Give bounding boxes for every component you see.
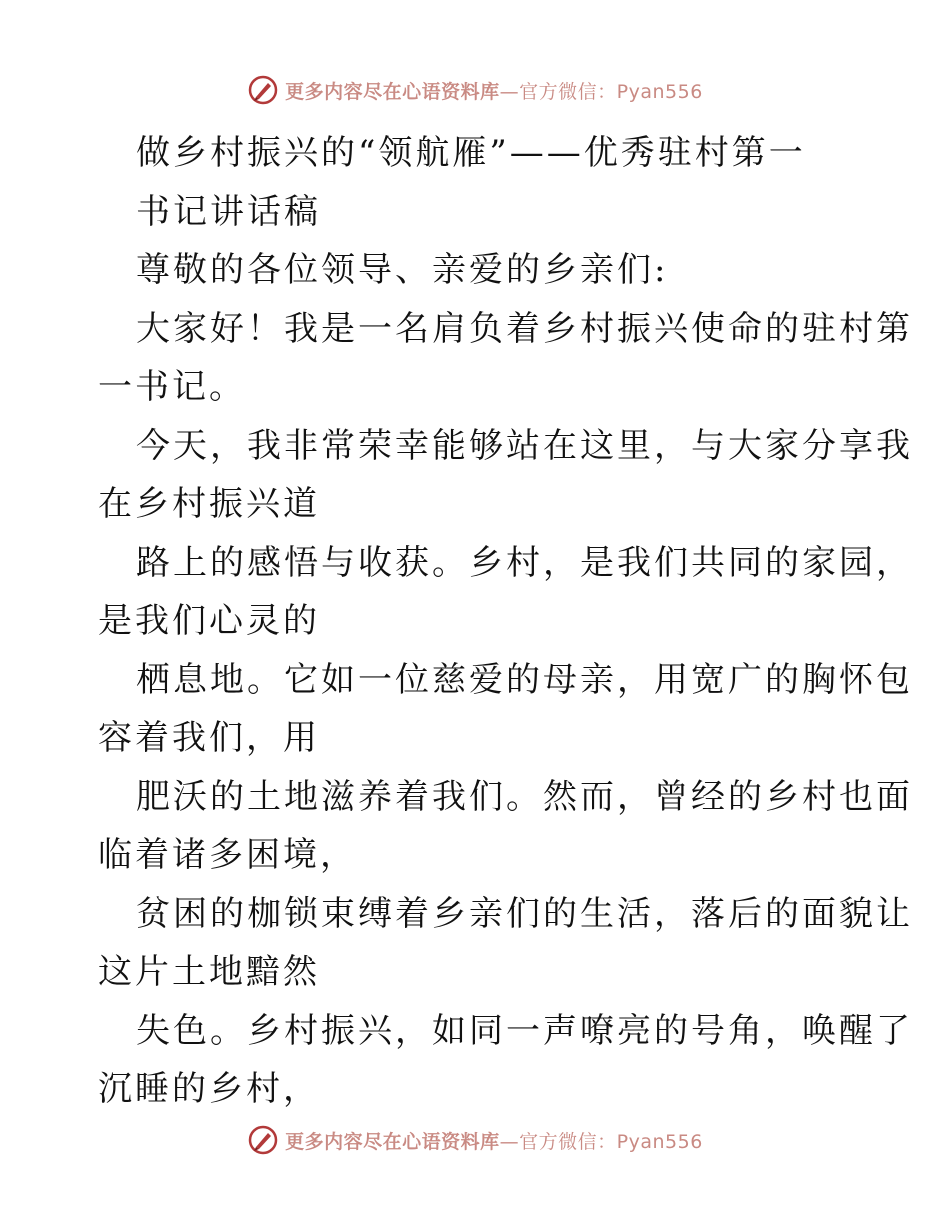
text-line: 肥沃的土地滋养着我们。然而，曾经的乡村也面 — [136, 776, 913, 817]
header-banner — [0, 72, 950, 108]
banner-wechat: —官方微信：Pyan556 — [499, 1130, 703, 1153]
banner-wechat: —官方微信：Pyan556 — [499, 80, 703, 103]
footer-banner — [0, 1122, 950, 1158]
text-line: 大家好！我是一名肩负着乡村振兴使命的驻村第 — [136, 308, 913, 349]
text-line: 失色。乡村振兴，如同一声嘹亮的号角，唤醒了 — [136, 1010, 913, 1051]
text-line: 贫困的枷锁束缚着乡亲们的生活，落后的面貌让 — [136, 893, 913, 934]
banner-title: 更多内容尽在心语资料库 — [285, 1130, 500, 1153]
text-line: 一书记。 — [98, 367, 246, 407]
text-line: 临着诸多困境， — [98, 835, 357, 875]
title-line-2: 书记讲话稿 — [136, 191, 321, 232]
banner-title: 更多内容尽在心语资料库 — [285, 80, 500, 103]
text-line: 今天，我非常荣幸能够站在这里，与大家分享我 — [136, 425, 913, 466]
banner-text — [285, 77, 703, 104]
title-line-1: 做乡村振兴的“领航雁”——优秀驻村第一 — [136, 133, 806, 173]
text-line: 这片土地黯然 — [98, 952, 320, 992]
text-line: 沉睡的乡村， — [98, 1069, 320, 1109]
text-line: 尊敬的各位领导、亲爱的乡亲们: — [136, 250, 669, 290]
text-line: 栖息地。它如一位慈爱的母亲，用宽广的胸怀包 — [136, 659, 913, 700]
text-line: 是我们心灵的 — [98, 601, 320, 641]
text-line: 路上的感悟与收获。乡村，是我们共同的家园， — [136, 542, 913, 583]
pen-logo-icon — [247, 1124, 279, 1156]
pen-logo-icon — [247, 74, 279, 106]
text-line: 在乡村振兴道 — [98, 484, 320, 524]
text-line: 容着我们，用 — [98, 718, 320, 758]
banner-text — [285, 1127, 703, 1154]
speech-body — [98, 124, 913, 1119]
